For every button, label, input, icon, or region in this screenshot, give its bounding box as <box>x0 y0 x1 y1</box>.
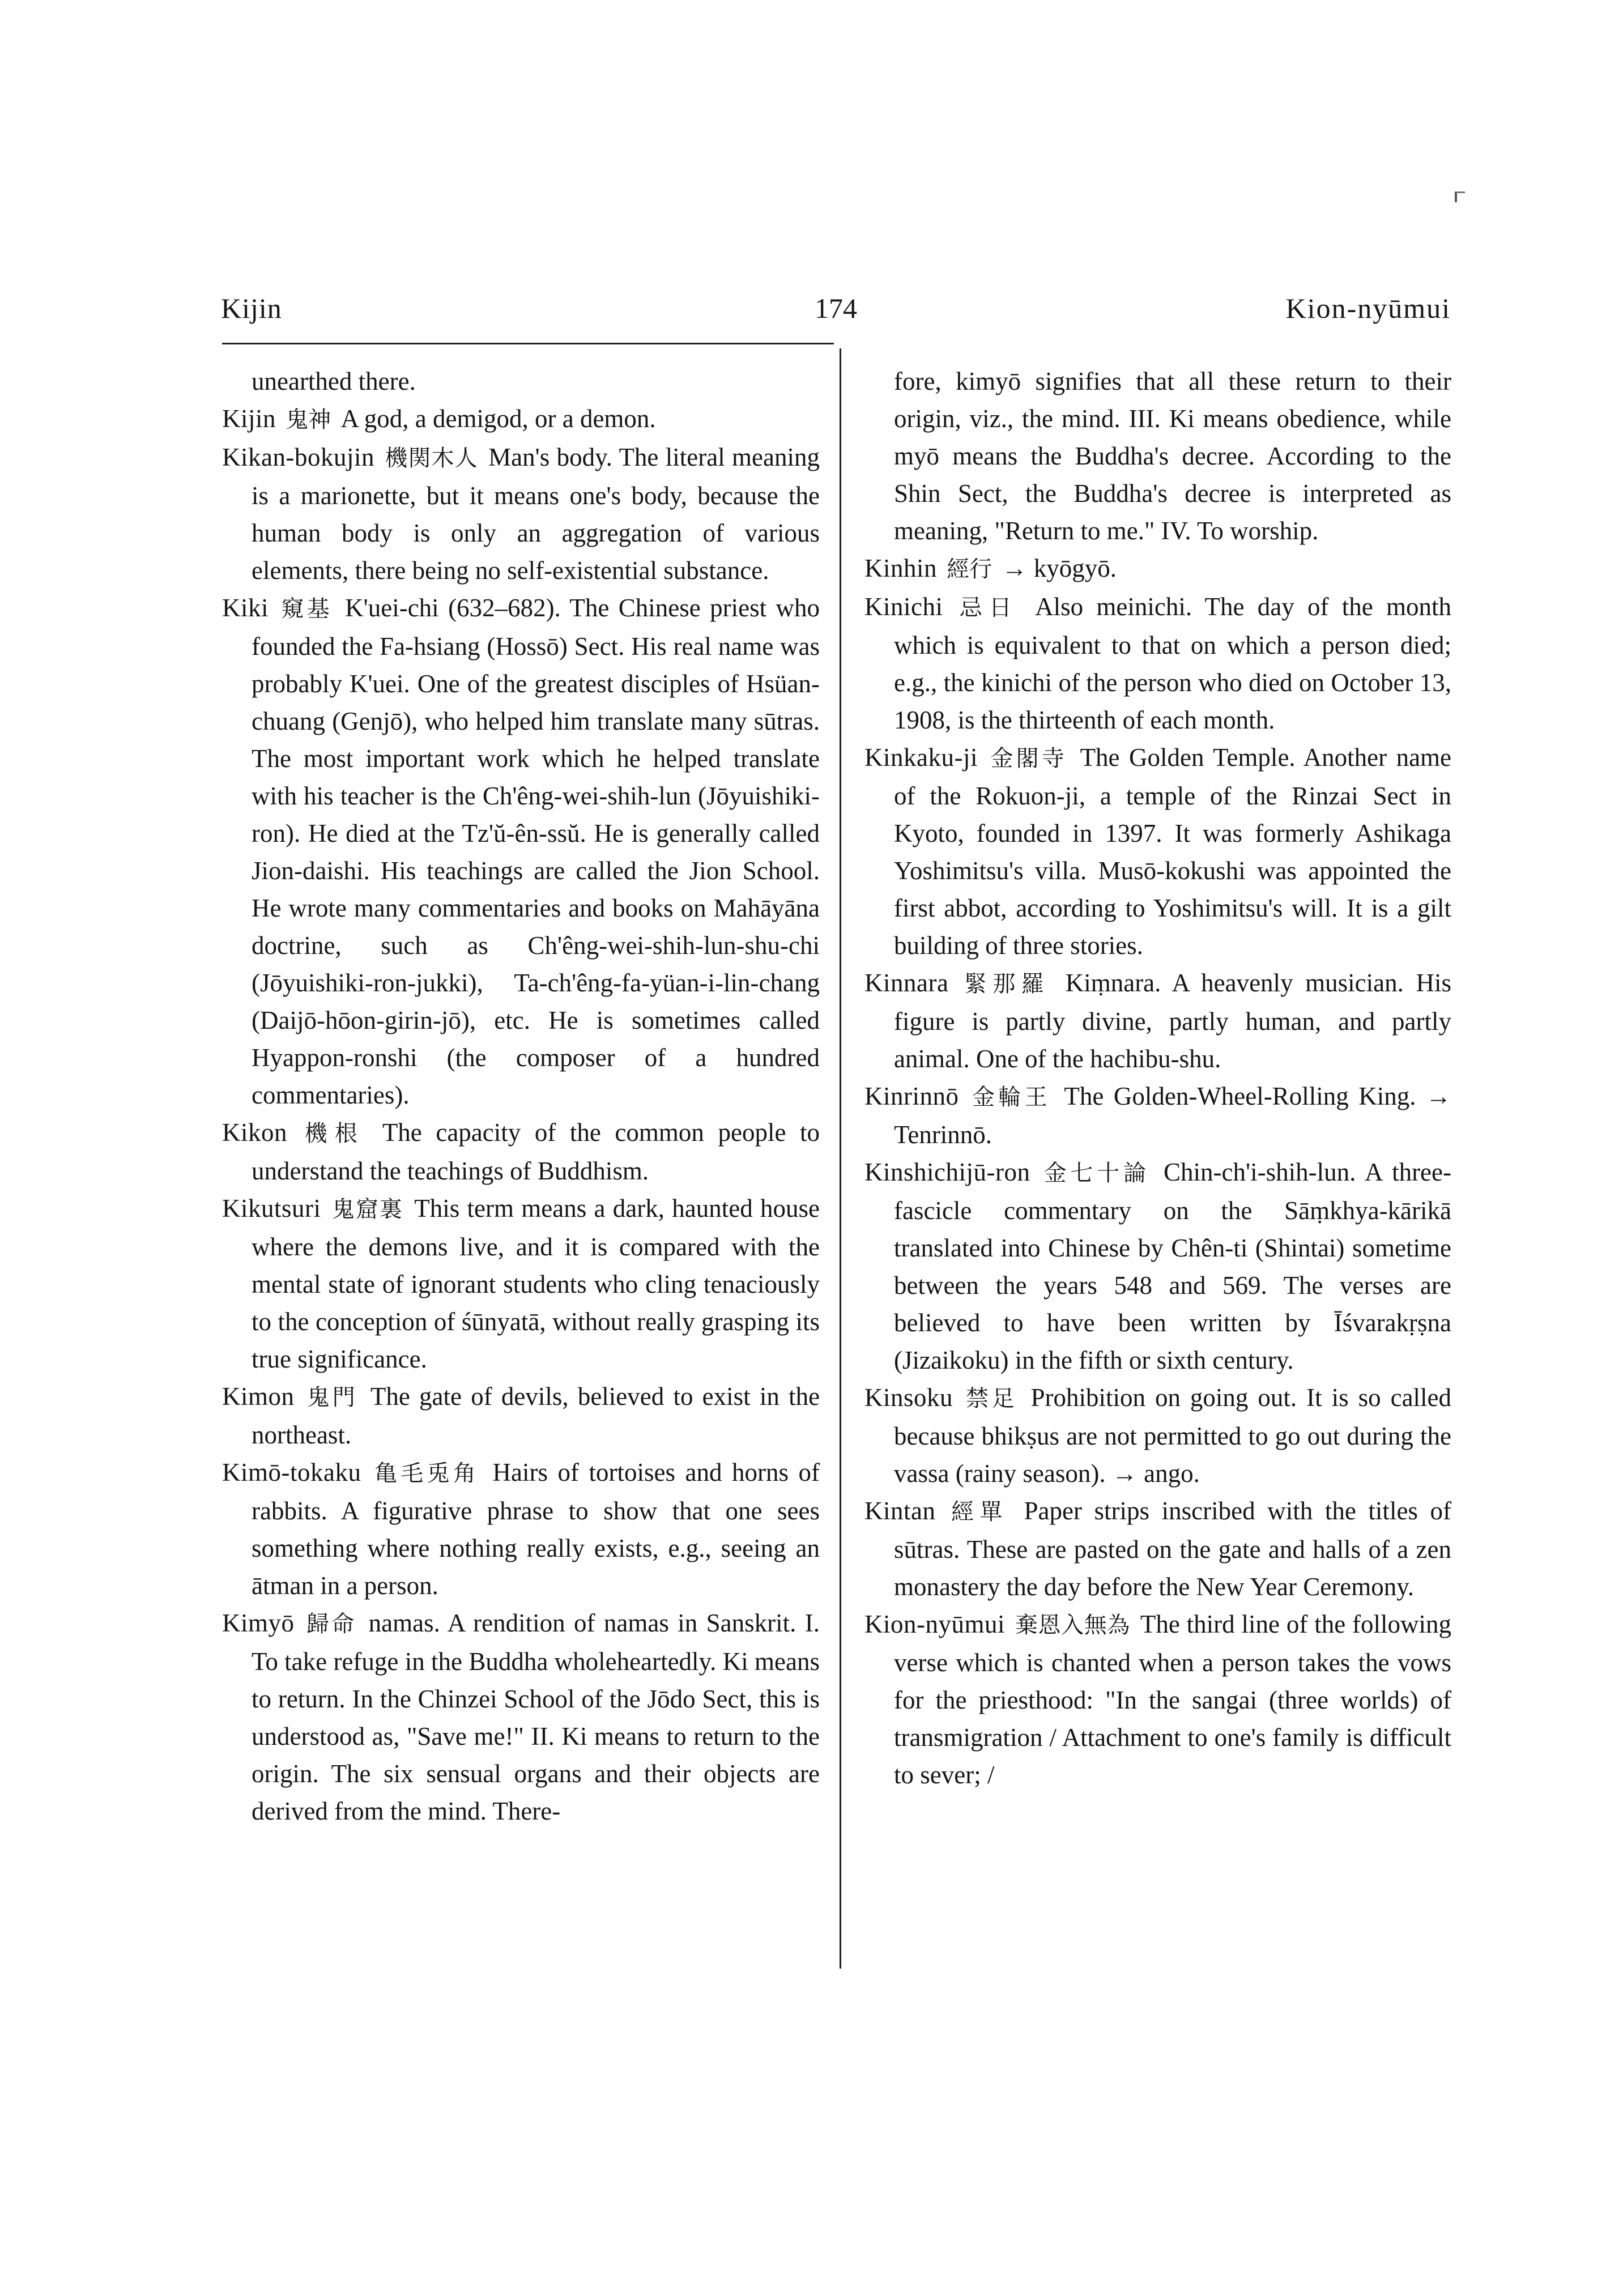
entry-text: fore, kimyō signifies that all these return to their origin, viz., the mind. III. Ki means obedience, while myō means the Buddha's decree. According to the Shin Sect, the Buddha's decree is interpreted as meaning, "Return to me." IV. To worship. <box>894 367 1451 545</box>
entry-text: The Golden Temple. Another name of the Rokuon-ji, a temple of the Rinzai Sect in Kyoto, founded in 1397. It was formerly Ashikaga Yoshimitsu's villa. Musō-kokushi was appointed the first abbot, according to Yoshimitsu's will. It is a gilt building of three stories. <box>894 743 1452 960</box>
entry-kanji: 鬼窟裏 <box>331 1196 403 1222</box>
dictionary-entry <box>864 964 1451 1077</box>
entry-text: K'uei-chi (632–682). The Chinese priest who founded the Fa-hsiang (Hossō) Sect. His real name was probably K'uei. One of the greatest disciples of Hsüan-chuang (Genjō), who helped him translate many sūtras. The most important work which he helped translate with his teacher is the Ch'êng-wei-shih-lun (Jōyuishiki-ron). He died at the Tz'ŭ-ên-ssŭ. He is generally called Jion-daishi. His teachings are called the Jion School. He wrote many commentaries and books on Mahāyāna doctrine, such as Ch'êng-wei-shih-lun-shu-chi (Jōyuishiki-ron-jukki), Ta-ch'êng-fa-yüan-i-lin-chang (Daijō-hōon-girin-jō), etc. He is sometimes called Hyappon-ronshi (the composer of a hundred commentaries). <box>252 594 820 1109</box>
entry-headword: Kikan-bokujin <box>222 443 374 471</box>
dictionary-entry <box>864 588 1451 739</box>
entry-kanji: 窺基 <box>281 596 333 622</box>
entry-text: Kiṃnara. A heavenly musician. His figure is partly divine, partly human, and partly animal. One of the hachibu-shu. <box>894 969 1452 1073</box>
dictionary-entry <box>864 1605 1451 1794</box>
entry-kanji: 金輪王 <box>972 1084 1051 1110</box>
entry-kanji: 鬼神 <box>286 407 331 433</box>
dictionary-entry <box>222 400 820 438</box>
entry-text: Prohibition on going out. It is so called because bhikṣus are not permitted to go out during the vassa (rainy season). → ango. <box>894 1383 1452 1488</box>
entry-text: A god, a demigod, or a demon. <box>340 404 656 433</box>
entry-kanji: 亀毛兎角 <box>374 1460 480 1486</box>
entry-text: unearthed there. <box>252 367 416 395</box>
entry-headword: Kintan <box>864 1497 936 1525</box>
entry-headword: Kimon <box>222 1382 295 1411</box>
entry-text: → kyōgyō. <box>1002 554 1117 582</box>
entry-text: This term means a dark, haunted house where the demons live, and it is compared with the mental state of ignorant students who cling tenaciously to the conception of śūnyatā, without really grasping its true significance. <box>252 1194 820 1373</box>
entry-kanji: 禁足 <box>966 1386 1018 1412</box>
header-right-guideword: Kion-nyūmui <box>1285 292 1451 324</box>
entry-kanji: 機根 <box>304 1121 365 1147</box>
entry-text: Hairs of tortoises and horns of rabbits. A figurative phrase to show that one sees something where nothing really exists, e.g., seeing an ātman in a person. <box>252 1458 820 1600</box>
entry-kanji: 機関木人 <box>385 445 478 471</box>
column-divider <box>840 348 841 1969</box>
entry-kanji: 緊那羅 <box>964 971 1050 997</box>
entry-headword: Kimō-tokaku <box>222 1458 361 1486</box>
dictionary-entry <box>222 438 820 589</box>
entry-text: Man's body. The literal meaning is a marionette, but it means one's body, because the human body is only an aggregation of various elements, there being no self-existential substance. <box>252 443 820 585</box>
entry-headword: Kinrinnō <box>864 1082 959 1110</box>
left-column <box>222 363 820 1830</box>
entry-headword: Kinnara <box>864 969 949 997</box>
entry-headword: Kinkaku-ji <box>864 743 978 772</box>
entry-text: The Golden-Wheel-Rolling King. → Tenrinnō. <box>894 1082 1452 1149</box>
entry-headword: Kimyō <box>222 1609 295 1637</box>
dictionary-entry <box>222 1454 820 1604</box>
dictionary-entry <box>222 1604 820 1830</box>
dictionary-entry <box>864 1379 1451 1492</box>
entry-kanji: 忌日 <box>959 595 1019 621</box>
entry-headword: Kion-nyūmui <box>864 1610 1005 1638</box>
page-header <box>221 292 1451 337</box>
entry-headword: Kijin <box>222 404 276 433</box>
entry-text: The gate of devils, believed to exist in the northeast. <box>252 1382 820 1449</box>
dictionary-entry <box>222 1190 820 1378</box>
dictionary-entry <box>222 589 820 1114</box>
entry-kanji: 棄恩入無為 <box>1015 1612 1130 1638</box>
entry-headword: Kikon <box>222 1118 287 1147</box>
entry-headword: Kinhin <box>864 554 938 582</box>
dictionary-entry <box>864 1492 1451 1605</box>
entry-headword: Kinichi <box>864 593 943 621</box>
dictionary-entry <box>864 739 1451 964</box>
entry-headword: Kinsoku <box>864 1383 953 1412</box>
header-left-guideword: Kijin <box>221 292 282 324</box>
continued-text <box>864 363 1451 549</box>
dictionary-entry <box>222 1378 820 1454</box>
entry-kanji: 歸命 <box>306 1611 357 1637</box>
scan-mark <box>1455 191 1465 202</box>
page-number: 174 <box>815 292 857 324</box>
entry-text: Chin-ch'i-shih-lun. A three-fascicle commentary on the Sāṃkhya-kārikā translated into Chinese by Chên-ti (Shintai) sometime between the years 548 and 569. The verses are believed to have been written by Īśvarakṛṣna (Jizaikoku) in the fifth or sixth century. <box>894 1158 1451 1374</box>
entry-kanji: 經單 <box>951 1499 1008 1525</box>
entry-kanji: 經行 <box>947 556 992 582</box>
right-column <box>864 363 1451 1794</box>
entry-kanji: 金閣寺 <box>990 746 1068 772</box>
entry-kanji: 金七十論 <box>1043 1160 1150 1186</box>
entry-headword: Kiki <box>222 594 269 622</box>
entry-kanji: 鬼門 <box>306 1385 358 1411</box>
entry-headword: Kikutsuri <box>222 1194 321 1222</box>
dictionary-entry <box>864 1153 1451 1379</box>
dictionary-entry <box>222 1114 820 1190</box>
dictionary-entry <box>864 1077 1451 1153</box>
dictionary-entry <box>864 549 1451 588</box>
entry-headword: Kinshichijū-ron <box>864 1158 1030 1186</box>
entry-text: Paper strips inscribed with the titles of sūtras. These are pasted on the gate and halls of a zen monastery the day before the New Year Ceremony. <box>894 1497 1452 1601</box>
entry-text: Also meinichi. The day of the month which is equivalent to that on which a person died; e.g., the kinichi of the person who died on October 13, 1908, is the thirteenth of each month. <box>894 593 1452 734</box>
entry-text: The third line of the following verse which is chanted when a person takes the vows for the priesthood: "In the sangai (three worlds) of transmigration / Attachment to one's family is difficult to sever; / <box>894 1610 1452 1789</box>
entry-text: The capacity of the common people to understand the teachings of Buddhism. <box>252 1118 820 1185</box>
continued-text <box>222 363 820 400</box>
entry-text: namas. A rendition of namas in Sanskrit. I. To take refuge in the Buddha wholeheartedly. Ki means to return. In the Chinzei School of the Jōdo Sect, this is understood as, "Save me!" II. Ki means to return to the origin. The six sensual organs and their objects are derived from the mind. There- <box>252 1609 820 1825</box>
header-rule <box>222 343 834 344</box>
